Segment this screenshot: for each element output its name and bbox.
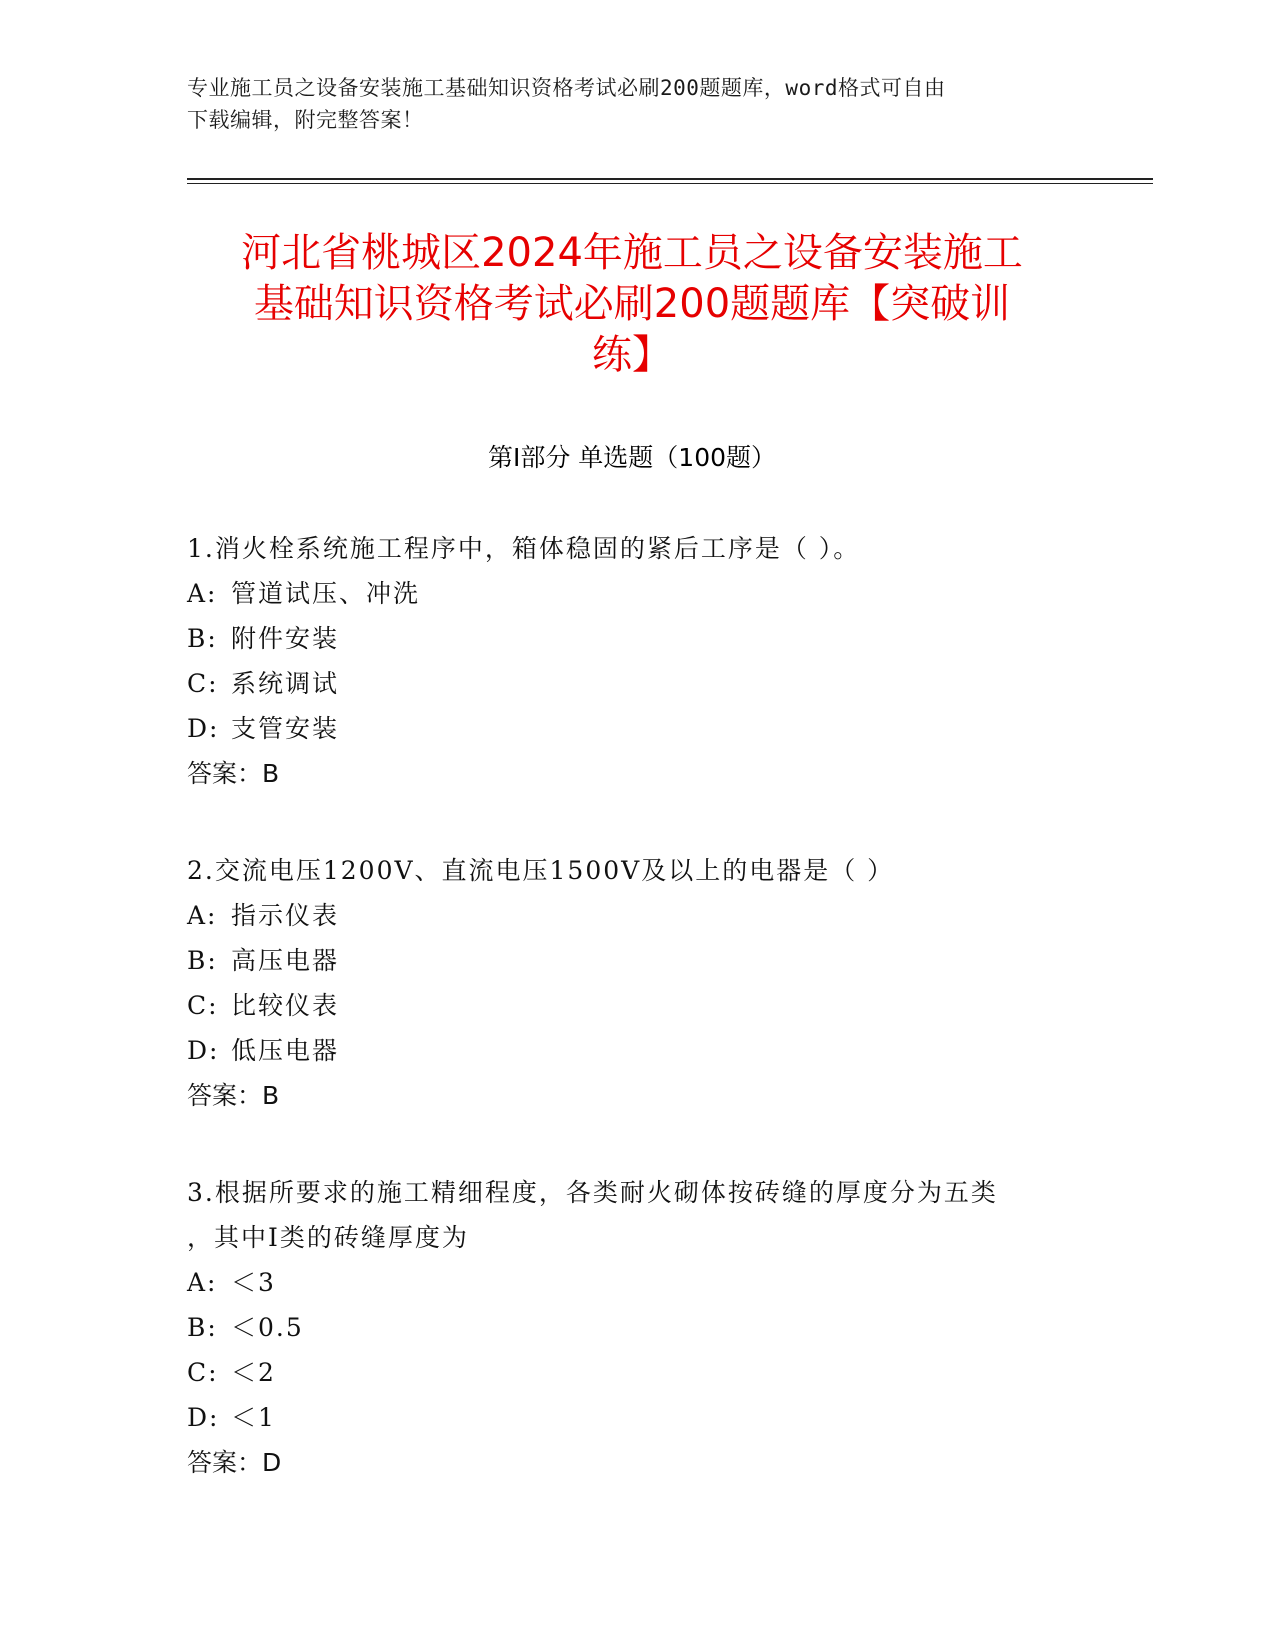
option-d — [187, 706, 1087, 751]
title-line: 练】 — [592, 332, 672, 378]
header-note-line: 专业施工员之设备安装施工基础知识资格考试必刷200题题库，word格式可自由 — [187, 76, 946, 100]
option-letter: B: — [187, 946, 218, 975]
option-letter: B: — [187, 624, 218, 653]
question-stem: 3.根据所要求的施工精细程度，各类耐火砌体按砖缝的厚度分为五类 — [187, 1178, 998, 1207]
option-letter: B: — [187, 1313, 218, 1342]
option-c — [187, 661, 1087, 706]
header-divider — [187, 178, 1153, 180]
option-c — [187, 1350, 1087, 1395]
option-a — [187, 1260, 1087, 1305]
option-text: 比较仪表 — [231, 991, 340, 1020]
option-text: ＜2 — [231, 1358, 276, 1387]
option-c — [187, 983, 1087, 1028]
question-3 — [187, 1170, 1087, 1485]
option-letter: D: — [187, 1403, 220, 1432]
option-text: 管道试压、冲洗 — [231, 579, 421, 608]
option-text: 支管安装 — [231, 714, 340, 743]
question-stem-continued: ，其中I类的砖缝厚度为 — [187, 1223, 469, 1252]
option-letter: A: — [187, 579, 218, 608]
option-b — [187, 938, 1087, 983]
question-1 — [187, 526, 1087, 796]
option-text: 高压电器 — [231, 946, 340, 975]
option-text: ＜3 — [231, 1268, 276, 1297]
option-text: ＜1 — [231, 1403, 276, 1432]
option-text: ＜0.5 — [231, 1313, 304, 1342]
option-a — [187, 571, 1087, 616]
question-list — [187, 526, 1087, 1537]
option-text: 指示仪表 — [231, 901, 340, 930]
option-letter: C: — [187, 991, 219, 1020]
section-title: 第I部分 单选题（100题） — [487, 443, 777, 472]
question-2 — [187, 848, 1087, 1118]
option-b — [187, 616, 1087, 661]
header-note — [187, 72, 1087, 136]
title-line: 河北省桃城区2024年施工员之设备安装施工 — [241, 230, 1023, 276]
title-line: 基础知识资格考试必刷200题题库【突破训 — [253, 281, 1011, 327]
answer: 答案：B — [187, 1081, 280, 1110]
option-d — [187, 1028, 1087, 1073]
option-text: 系统调试 — [231, 669, 340, 698]
answer: 答案：D — [187, 1448, 282, 1477]
document-title — [187, 228, 1077, 381]
header-divider-thin — [187, 183, 1153, 184]
option-letter: C: — [187, 1358, 219, 1387]
header-note-line: 下载编辑，附完整答案！ — [187, 108, 424, 132]
option-letter: D: — [187, 1036, 220, 1065]
option-letter: A: — [187, 901, 218, 930]
option-a — [187, 893, 1087, 938]
option-letter: D: — [187, 714, 220, 743]
option-text: 附件安装 — [231, 624, 340, 653]
option-b — [187, 1305, 1087, 1350]
option-letter: C: — [187, 669, 219, 698]
option-letter: A: — [187, 1268, 218, 1297]
answer: 答案：B — [187, 759, 280, 788]
option-text: 低压电器 — [231, 1036, 340, 1065]
question-stem: 1.消火栓系统施工程序中，箱体稳固的紧后工序是（ ）。 — [187, 534, 861, 563]
option-d — [187, 1395, 1087, 1440]
question-stem: 2.交流电压1200V、直流电压1500V及以上的电器是（ ） — [187, 856, 895, 885]
